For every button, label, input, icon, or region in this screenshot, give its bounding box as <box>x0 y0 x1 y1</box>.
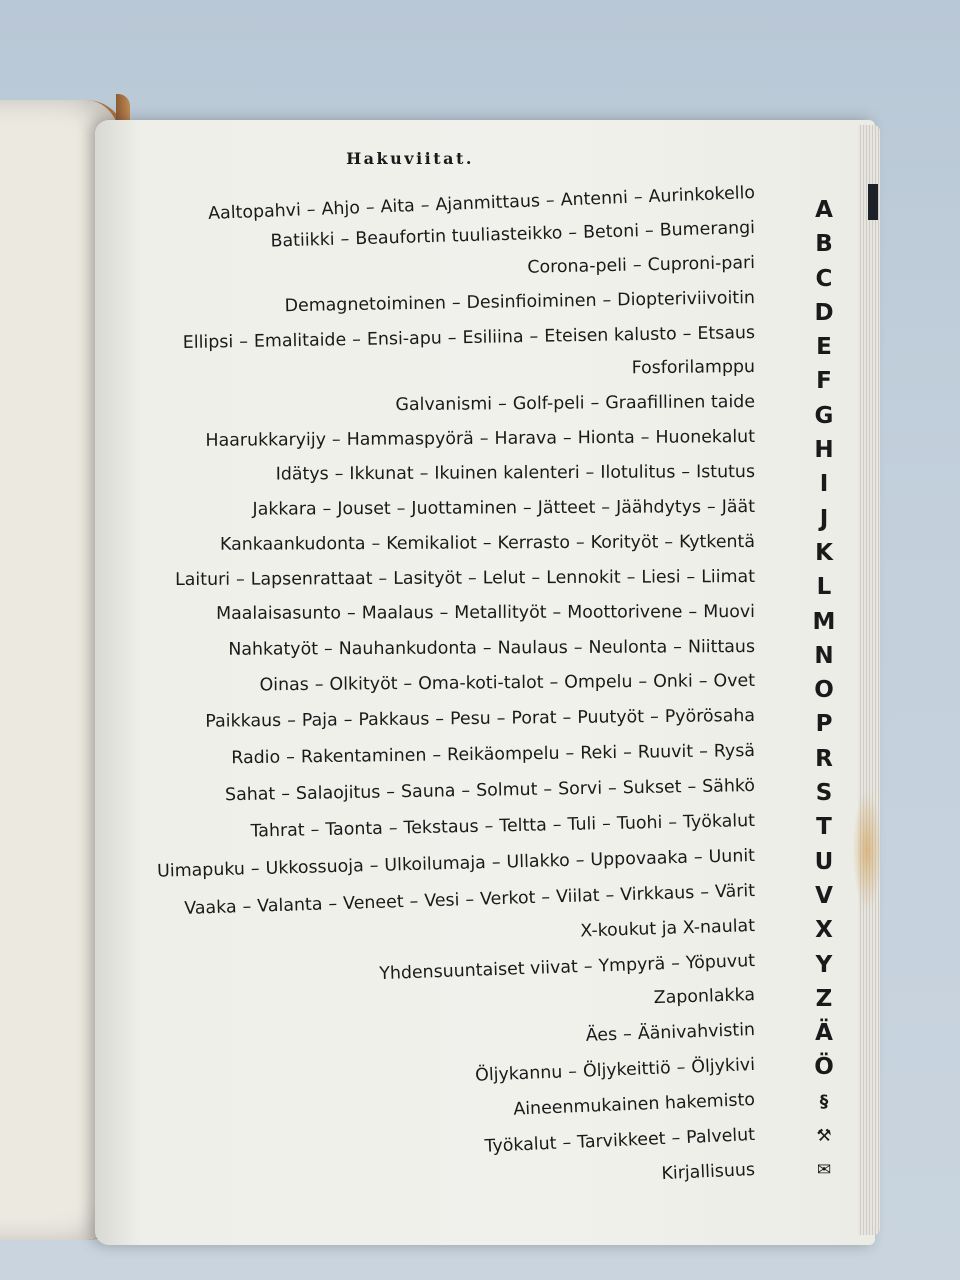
index-term: Jäät <box>721 497 756 518</box>
entry-separator: – <box>439 602 449 623</box>
index-term: Zaponlakka <box>653 985 756 1009</box>
index-term: Uppovaaka <box>590 847 689 871</box>
index-term: Jäähdytys <box>616 497 702 518</box>
thumb-index-letter: ✉ <box>816 1160 832 1181</box>
entry-separator: – <box>328 893 338 915</box>
entry-separator: – <box>281 784 291 805</box>
index-term: Antenni <box>560 187 629 211</box>
thumb-index-letter: G <box>814 402 834 429</box>
index-term: Haarukkaryijy <box>205 430 327 452</box>
entry-separator: – <box>568 222 578 244</box>
entry-separator: – <box>562 1133 572 1154</box>
index-term: Äes <box>585 1025 618 1047</box>
entry-separator: – <box>545 190 556 212</box>
entry-separator: – <box>484 816 494 837</box>
entry-separator: – <box>673 636 682 658</box>
thumb-index-letter: X <box>815 917 833 944</box>
thumb-index-letter: N <box>814 642 834 669</box>
index-term: Liesi <box>641 567 681 588</box>
index-term: Batiikki <box>270 229 335 252</box>
entry-separator: – <box>671 1128 681 1149</box>
index-term: Virkkaus <box>619 882 695 906</box>
index-line <box>125 455 755 493</box>
entry-separator: – <box>626 567 636 588</box>
index-term: Aurinkokello <box>648 183 756 208</box>
index-term: Kirjallisuus <box>661 1159 756 1185</box>
index-term: Ikkunat <box>349 463 414 485</box>
index-line <box>125 595 755 632</box>
entry-separator: – <box>482 533 492 554</box>
index-term: Huonekalut <box>655 427 756 448</box>
index-term: Työkalut <box>484 1133 557 1157</box>
index-term: Beaufortin tuuliasteikko <box>355 223 563 250</box>
index-term: Oinas <box>259 675 309 696</box>
index-term: Galvanismi <box>395 394 493 416</box>
entry-separator: – <box>552 815 562 836</box>
entry-separator: – <box>465 889 475 910</box>
index-line <box>125 630 755 668</box>
entry-separator: – <box>310 820 320 841</box>
index-term: Tahrat <box>250 820 305 842</box>
entry-separator: – <box>435 709 445 730</box>
index-term: Maalaus <box>361 602 434 624</box>
entry-separator: – <box>432 745 442 766</box>
entry-separator: – <box>562 708 572 729</box>
index-term: Lasityöt <box>393 568 463 589</box>
entry-separator: – <box>693 847 703 868</box>
index-term: Ahjo <box>321 198 361 220</box>
entry-separator: – <box>632 255 642 276</box>
index-term: Kemikaliot <box>386 533 477 554</box>
index-term: Rakentaminen <box>300 745 427 768</box>
entry-separator: – <box>331 430 341 451</box>
entry-separator: – <box>640 427 650 449</box>
index-term: Ukkossuoja <box>265 856 364 879</box>
entry-separator: – <box>668 812 678 833</box>
index-term: Taonta <box>325 818 384 841</box>
thumb-index-letter: P <box>815 711 833 738</box>
entry-separator: – <box>482 637 492 659</box>
entry-separator: – <box>622 1024 633 1045</box>
entry-separator: – <box>699 882 710 903</box>
index-term: Kytkentä <box>679 531 756 553</box>
index-term: Oma-koti-talot <box>418 673 544 695</box>
entry-separator: – <box>419 463 429 484</box>
entry-separator: – <box>496 708 506 730</box>
thumb-index-letter: L <box>816 574 832 601</box>
entry-separator: – <box>699 741 708 763</box>
thumb-index-letter: O <box>814 677 834 704</box>
index-term: X-koukut ja X-naulat <box>580 915 756 942</box>
entry-separator: – <box>386 782 396 803</box>
index-term: Neulonta <box>588 637 668 658</box>
entry-separator: – <box>575 850 585 871</box>
index-term: Lelut <box>482 567 526 589</box>
entry-separator: – <box>552 602 562 623</box>
entry-separator: – <box>583 956 593 977</box>
entry-separator: – <box>682 323 692 344</box>
entry-separator: – <box>467 568 477 589</box>
index-term: Maalaisasunto <box>216 603 342 624</box>
entry-separator: – <box>334 464 344 485</box>
index-term: Pakkaus <box>358 709 430 731</box>
thumb-index-letter: ⚒ <box>816 1126 832 1147</box>
index-term: Ruuvit <box>637 742 694 763</box>
thumb-index-letter: U <box>814 848 834 875</box>
index-term: Idätys <box>275 464 329 485</box>
index-term: Solmut <box>475 779 538 802</box>
entry-separator: – <box>491 852 501 873</box>
index-term: Äänivahvistin <box>637 1020 756 1045</box>
index-term: Hammaspyörä <box>346 429 474 451</box>
index-term: Ulkoilumaja <box>384 852 487 876</box>
index-term: Ikuinen kalenteri <box>434 463 580 484</box>
index-term: Uunit <box>708 845 756 868</box>
entry-separator: – <box>549 673 559 694</box>
index-term: Korityöt <box>590 532 659 553</box>
entry-separator: – <box>681 462 691 483</box>
index-term: Tuli <box>567 814 597 835</box>
entry-separator: – <box>522 498 532 519</box>
index-term: Öljykivi <box>690 1055 756 1078</box>
index-term: Laituri <box>175 569 231 590</box>
entry-separator: – <box>590 393 600 414</box>
index-term: Esiliina <box>462 326 524 348</box>
index-term: Nauhankudonta <box>338 638 477 659</box>
index-term: Öljykeittiö <box>582 1058 672 1082</box>
index-term: Niittaus <box>687 636 756 657</box>
entry-separator: – <box>451 292 461 313</box>
entry-separator: – <box>664 532 674 553</box>
index-line <box>125 490 755 528</box>
entry-separator: – <box>396 498 406 519</box>
index-term: Palvelut <box>685 1125 756 1149</box>
index-term: Corona-peli <box>527 255 628 278</box>
entry-separator: – <box>378 568 388 589</box>
entry-separator: – <box>250 858 260 880</box>
index-term: Cuproni-pari <box>647 252 756 276</box>
entry-separator: – <box>562 428 572 449</box>
index-term: Demagnetoiminen <box>284 293 447 316</box>
index-term: Vaaka <box>184 897 237 919</box>
index-term: Juottaminen <box>411 498 518 519</box>
thumb-index-marker <box>868 184 878 220</box>
index-line <box>125 525 755 563</box>
entry-separator: – <box>649 707 659 728</box>
thumb-index-letter: § <box>819 1091 829 1112</box>
thumb-index-letter: K <box>815 539 833 566</box>
index-term: Vesi <box>423 890 460 912</box>
thumb-index-letter: B <box>815 231 833 258</box>
entry-separator: – <box>447 327 457 348</box>
index-term: Öljykannu <box>474 1062 563 1087</box>
index-term: Betoni <box>582 221 640 243</box>
entry-separator: – <box>369 855 379 877</box>
entry-separator: – <box>644 220 655 241</box>
entry-separator: – <box>607 778 617 799</box>
index-term: Sorvi <box>557 778 603 800</box>
thumb-index-letter: H <box>814 437 834 464</box>
index-term: Reki <box>580 743 618 764</box>
index-term: Yöpuvut <box>685 950 756 974</box>
index-term: Rysä <box>713 741 756 762</box>
entry-separator: – <box>638 672 648 693</box>
entry-separator: – <box>573 637 583 658</box>
index-term: Sähkö <box>702 776 756 798</box>
index-term: Ilotulitus <box>600 462 676 483</box>
entry-separator: – <box>670 953 681 974</box>
entry-separator: – <box>287 711 296 732</box>
index-term: Ensi-apu <box>366 328 442 350</box>
index-term: Kankaankudonta <box>219 533 366 555</box>
index-term: Aita <box>380 196 416 218</box>
index-term: Metallityöt <box>454 602 547 623</box>
thumb-index-letter: J <box>819 505 829 532</box>
index-term: Hionta <box>577 428 635 449</box>
entry-separator: – <box>565 743 575 764</box>
thumb-index-letter: V <box>815 882 833 909</box>
entry-separator: – <box>365 197 375 218</box>
entry-separator: – <box>601 497 611 518</box>
entry-separator: – <box>686 567 696 588</box>
index-term: Istutus <box>696 462 756 483</box>
index-term: Aineenmukainen hakemisto <box>512 1090 756 1120</box>
index-term: Tarvikkeet <box>576 1128 666 1153</box>
index-term: Jouset <box>337 498 391 520</box>
index-term: Veneet <box>342 891 404 914</box>
entry-separator: – <box>388 818 398 839</box>
index-term: Ellipsi <box>182 331 234 353</box>
entry-separator: – <box>676 1057 686 1079</box>
index-term: Verkot <box>479 887 536 910</box>
index-term: Onki <box>653 672 693 693</box>
entry-separator: – <box>239 331 249 352</box>
thumb-index-letter: Y <box>815 951 833 978</box>
thumb-index-letter: C <box>815 265 833 292</box>
entry-separator: – <box>529 326 539 347</box>
index-term: Nahkatyöt <box>228 638 319 660</box>
thumb-index-letter: F <box>816 368 832 395</box>
index-term: Muovi <box>703 601 756 622</box>
entry-separator: – <box>403 674 413 695</box>
entry-separator: – <box>461 781 471 802</box>
entry-separator: – <box>541 887 551 908</box>
index-term: Paikkaus <box>205 711 282 733</box>
entry-separator: – <box>346 603 356 624</box>
entry-separator: – <box>497 394 507 415</box>
entry-separator: – <box>687 777 697 798</box>
index-term: Pesu <box>449 709 491 730</box>
index-term: Eteisen kalusto <box>544 323 677 347</box>
index-term: Ympyrä <box>598 953 666 977</box>
index-term: Lennokit <box>546 567 621 588</box>
entry-separator: – <box>605 885 615 906</box>
index-term: Sahat <box>224 784 276 806</box>
entry-separator: – <box>633 187 643 208</box>
index-term: Ovet <box>713 671 756 692</box>
index-term: Teltta <box>499 815 548 837</box>
index-term: Paja <box>301 710 338 732</box>
index-term: Radio <box>231 747 281 769</box>
entry-separator: – <box>322 499 332 520</box>
entry-separator: – <box>235 569 245 590</box>
index-term: Desinfioiminen <box>466 290 597 313</box>
entry-separator: – <box>543 779 553 800</box>
index-term: Viilat <box>555 885 600 908</box>
entry-separator: – <box>306 199 316 221</box>
thumb-index-letter: Z <box>815 985 833 1012</box>
thumb-index-letter: Ö <box>814 1054 834 1081</box>
index-term: Porat <box>511 708 557 729</box>
index-term: Reikäompelu <box>446 743 560 766</box>
index-term: Ompelu <box>564 672 633 694</box>
index-term: Värit <box>714 880 756 903</box>
paper-stain <box>852 790 882 910</box>
thumb-index-letter: S <box>815 780 833 807</box>
entry-separator: – <box>340 229 350 250</box>
thumb-index-letter: T <box>816 814 832 841</box>
entry-separator: – <box>601 814 612 835</box>
index-term: Sauna <box>400 781 456 803</box>
entry-separator: – <box>575 532 585 553</box>
thumb-index-letter: Ä <box>815 1020 833 1047</box>
index-term: Naulaus <box>497 637 568 658</box>
entry-separator: – <box>242 896 252 917</box>
thumb-index-letter: A <box>815 197 833 223</box>
index-line <box>125 420 755 459</box>
index-term: Aaltopahvi <box>207 200 302 224</box>
index-term: Diopteriviivoitin <box>617 287 756 311</box>
index-term: Liimat <box>701 566 756 588</box>
entry-separator: – <box>623 742 632 764</box>
entry-separator: – <box>371 533 381 554</box>
thumb-index-letter: I <box>819 471 829 498</box>
index-term: Harava <box>494 428 558 450</box>
thumb-index-letter: D <box>814 299 834 326</box>
entry-separator: – <box>343 710 353 731</box>
index-term: Moottorivene <box>567 601 683 623</box>
index-term: Ajanmittaus <box>435 191 541 216</box>
index-term: Lapsenrattaat <box>250 568 373 590</box>
entry-separator: – <box>420 195 430 216</box>
thumb-index-letter: M <box>812 608 836 635</box>
entry-separator: – <box>698 671 708 692</box>
index-term: Ullakko <box>506 850 570 873</box>
index-entries <box>125 176 755 1188</box>
index-term: Sukset <box>622 777 682 799</box>
index-term: Valanta <box>256 894 323 917</box>
index-term: Työkalut <box>682 811 756 833</box>
index-term: Pyörösaha <box>664 706 756 728</box>
page-edge <box>858 125 880 1235</box>
entry-separator: – <box>323 638 333 659</box>
alphabet-thumb-index <box>800 193 848 1188</box>
index-term: Kerrasto <box>497 532 571 554</box>
index-term: Olkityöt <box>329 674 398 696</box>
index-term: Salaojitus <box>295 782 381 805</box>
index-term: Bumerangi <box>659 217 756 241</box>
index-line <box>125 560 755 598</box>
entry-separator: – <box>585 462 595 484</box>
index-term: Puutyöt <box>577 707 645 729</box>
entry-separator: – <box>352 329 362 350</box>
index-term: Fosforilamppu <box>631 357 756 379</box>
index-term: Jakkara <box>252 499 317 520</box>
index-term: Yhdensuuntaiset viivat <box>378 956 579 984</box>
index-term: Golf-peli <box>512 393 585 415</box>
thumb-index-letter: E <box>816 334 832 361</box>
index-term: Tekstaus <box>403 816 479 839</box>
index-term: Emalitaide <box>253 329 347 352</box>
entry-separator: – <box>479 429 489 450</box>
entry-separator: – <box>314 675 324 696</box>
entry-separator: – <box>688 601 698 622</box>
thumb-index-letter: R <box>815 745 833 772</box>
index-line <box>125 664 755 704</box>
index-term: Uimapuku <box>156 859 246 882</box>
entry-separator: – <box>409 891 419 912</box>
entry-separator: – <box>286 747 296 768</box>
index-term: Graafillinen taide <box>605 392 756 414</box>
index-term: Tuohi <box>616 812 663 834</box>
entry-separator: – <box>602 290 612 311</box>
index-term: Jätteet <box>537 497 596 519</box>
page-title: Hakuviitat. <box>346 149 474 168</box>
entry-separator: – <box>706 497 716 518</box>
entry-separator: – <box>567 1062 578 1083</box>
index-term: Etsaus <box>697 322 756 344</box>
entry-separator: – <box>531 567 541 588</box>
